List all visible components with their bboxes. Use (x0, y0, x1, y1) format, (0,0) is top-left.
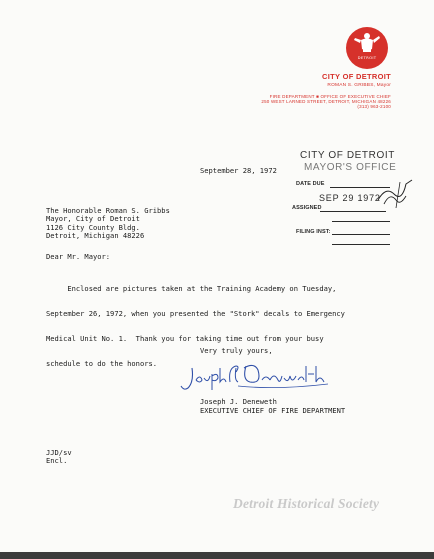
initials-scribble-icon (376, 178, 416, 212)
letterhead-department: FIRE DEPARTMENT ■ OFFICE OF EXECUTIVE CHIEF (269, 94, 391, 99)
recipient-address (46, 207, 170, 241)
letterhead-mayor: ROMAN S. GRIBBS, Mayor (327, 83, 391, 88)
recipient-line: The Honorable Roman S. Gribbs (46, 206, 170, 215)
letterhead-phone: (313) 963-2100 (357, 104, 391, 109)
stamp-line-1: CITY OF DETROIT (300, 150, 395, 161)
reference-initials: JJD/sv (46, 448, 72, 457)
body-line: September 26, 1972, when you presented the "Stork" decals to Emergency (46, 309, 345, 319)
stamp-rule (332, 234, 390, 235)
stamp-received-date: SEP 29 1972 (319, 193, 381, 203)
letter-date: September 28, 1972 (200, 166, 277, 175)
letterhead-address: 250 WEST LARNED STREET, DETROIT, MICHIGAN 48226 (261, 99, 391, 104)
salutation: Dear Mr. Mayor: (46, 252, 111, 261)
signer-name: Joseph J. Deneweth (200, 397, 277, 406)
scan-edge (0, 552, 434, 559)
body-line: Medical Unit No. 1. Thank you for taking time out from your busy (46, 334, 324, 344)
stamp-rule (332, 221, 390, 222)
recipient-line: Mayor, City of Detroit (46, 214, 140, 224)
recipient-line: 1126 City County Bldg. (46, 222, 140, 232)
closing: Very truly yours, (200, 346, 273, 355)
spirit-of-detroit-icon (346, 27, 388, 69)
stamp-filing-label: FILING INST: (296, 229, 331, 235)
stamp-rule (332, 244, 390, 245)
watermark: Detroit Historical Society (233, 496, 380, 511)
body-line: schedule to do the honors. (46, 359, 158, 369)
stamp-line-2: MAYOR'S OFFICE (304, 162, 397, 173)
logo-text: DETROIT (357, 55, 377, 60)
letterhead-city: CITY OF DETROIT (322, 72, 391, 81)
city-seal-logo (346, 27, 388, 69)
stamp-date-due-label: DATE DUE (296, 181, 325, 187)
recipient-line: Detroit, Michigan 48226 (46, 231, 145, 241)
body-line: Enclosed are pictures taken at the Training Academy on Tuesday, (46, 283, 337, 293)
reference-block (46, 449, 72, 466)
handwritten-signature (178, 360, 338, 396)
signer-title: EXECUTIVE CHIEF OF FIRE DEPARTMENT (200, 406, 346, 415)
stamp-assigned-label: ASSIGNED (292, 205, 322, 211)
enclosure-note: Encl. (46, 456, 68, 466)
